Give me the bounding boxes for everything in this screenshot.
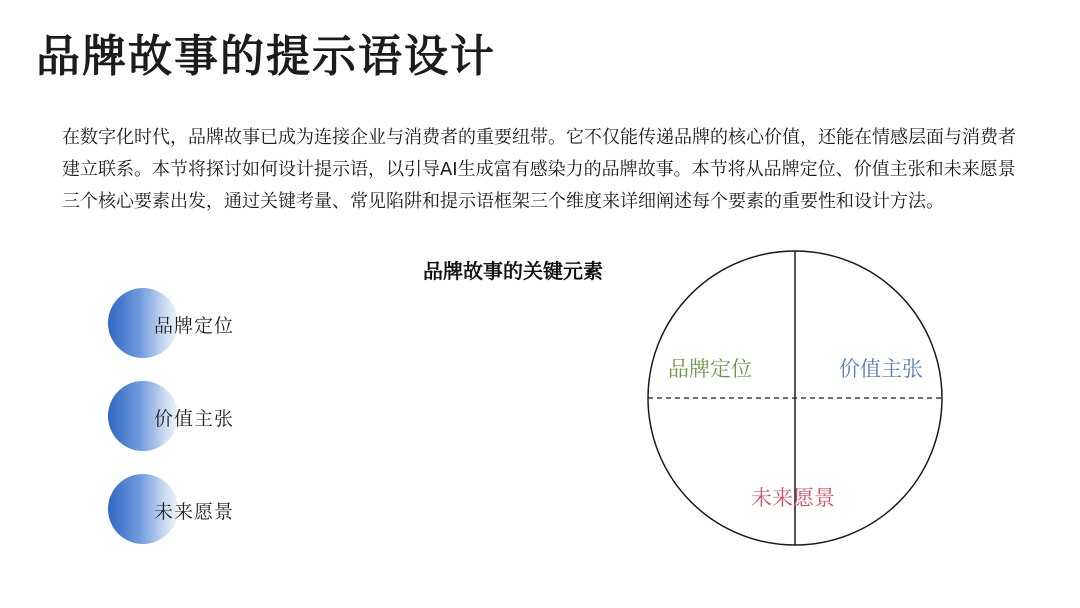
element-item-brand-positioning — [108, 288, 368, 360]
quadrant-label-future-vision: 未来愿景 — [751, 486, 835, 510]
element-label: 品牌定位 — [154, 315, 235, 337]
element-label: 未来愿景 — [154, 501, 235, 523]
diagram-title: 品牌故事的关键元素 — [423, 259, 603, 283]
key-elements-circle-diagram — [646, 249, 944, 547]
element-label: 价值主张 — [154, 408, 235, 430]
quadrant-label-brand-positioning: 品牌定位 — [668, 357, 752, 381]
page-title: 品牌故事的提示语设计 — [36, 31, 496, 82]
quadrant-label-value-proposition: 价值主张 — [839, 357, 923, 381]
element-item-value-proposition — [108, 381, 368, 453]
element-item-future-vision — [108, 474, 368, 546]
intro-paragraph: 在数字化时代，品牌故事已成为连接企业与消费者的重要纽带。它不仅能传递品牌的核心价值，还能在情感层面与消费者建立联系。本节将探讨如何设计提示语，以引导AI生成富有感染力的品牌故事。本节将从品牌定位、价值主张和未来愿景三个核心要素出发，通过关键考量、常见陷阱和提示语框架三个维度来详细阐述每个要素的重要性和设计方法。 — [62, 127, 1016, 212]
